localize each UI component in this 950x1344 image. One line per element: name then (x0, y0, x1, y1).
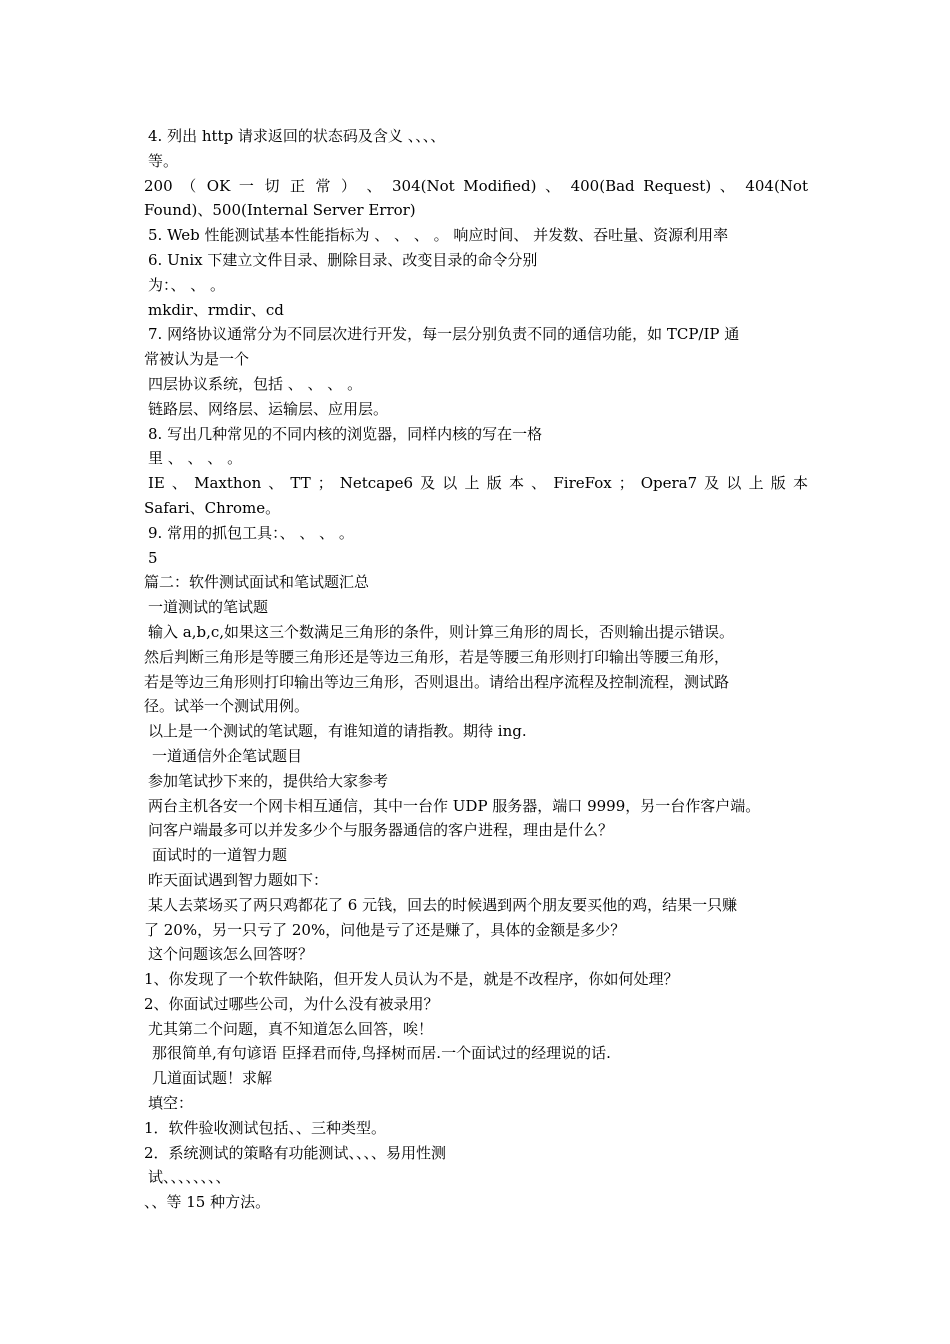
paragraph-line: 这个问题该怎么回答呀？ (148, 945, 314, 964)
subheading-test-question: 一道测试的笔试题 (148, 598, 269, 617)
paragraph-line: 了 20%，另一只亏了 20%，问他是亏了还是赚了，具体的金额是多少？ (144, 920, 626, 939)
list-item: 1、你发现了一个软件缺陷，但开发人员认为不是，就是不改程序，你如何处理？ (144, 970, 679, 989)
question-8-answer-cont: Safari、Chrome。 (144, 498, 281, 517)
question-6-text: 6. Unix 下建立文件目录、删除目录、改变目录的命令分别 (148, 250, 538, 269)
paragraph-line: 尤其第二个问题，真不知道怎么回答，唉！ (148, 1019, 434, 1038)
paragraph-line: 试、、、、、、、、 (148, 1168, 231, 1187)
paragraph-line: 然后判断三角形是等腰三角形还是等边三角形，若是等腰三角形则打印输出等腰三角形， (144, 647, 730, 666)
subheading-interview-questions: 几道面试题！求解 (152, 1069, 273, 1088)
question-7-text: 7. 网络协议通常分为不同层次进行开发，每一层分别负责不同的通信功能，如 TCP/IP 通 (148, 325, 740, 344)
paragraph-line: 以上是一个测试的笔试题，有谁知道的请指教。期待 ing. (148, 722, 527, 741)
document-page (144, 124, 808, 1215)
paragraph-line: 输入 a,b,c,如果这三个数满足三角形的条件，则计算三角形的周长，否则输出提示错误。 (148, 622, 735, 641)
question-8-answer: IE 、 Maxthon 、 TT ； Netcape6 及 以 上 版 本 、 FireFox ； Opera7 及 以 上 版 本 (148, 474, 808, 493)
question-4-text: 4. 列出 http 请求返回的状态码及含义 、、、、 (148, 127, 446, 145)
question-9-text: 9. 常用的抓包工具：、 、 、 。 (148, 523, 354, 542)
section-heading: 篇二：软件测试面试和笔试题汇总 (144, 573, 370, 592)
question-7-cont: 常被认为是一个 (144, 350, 250, 369)
question-7-answer: 链路层、网络层、运输层、应用层。 (148, 399, 389, 418)
question-8-text: 8. 写出几种常见的不同内核的浏览器，同样内核的写在一格 (148, 424, 543, 443)
subheading-puzzle-question: 面试时的一道智力题 (152, 846, 288, 865)
question-4-answer-cont: Found)、500(Internal Server Error) (144, 201, 416, 220)
paragraph-line: 两台主机各安一个网卡相互通信，其中一台作 UDP 服务器，端口 9999，另一台作客户端。 (148, 796, 761, 815)
subheading-telecom-question: 一道通信外企笔试题目 (152, 746, 303, 765)
paragraph-line: 若是等边三角形则打印输出等边三角形，否则退出。请给出程序流程及控制流程，测试路 (144, 672, 730, 691)
question-4-cont: 等。 (148, 151, 179, 170)
question-8-cont: 里 、 、 、 。 (148, 449, 243, 468)
question-6-answer: mkdir、rmdir、cd (148, 300, 284, 319)
paragraph-line: 昨天面试遇到智力题如下： (148, 870, 329, 889)
paragraph-line: 某人去菜场买了两只鸡都花了 6 元钱，回去的时候遇到两个朋友要买他的鸡，结果一只赚 (148, 895, 738, 914)
paragraph-line: 那很简单,有句谚语 臣择君而侍,鸟择树而居.一个面试过的经理说的话. (152, 1044, 611, 1063)
list-item: 2、你面试过哪些公司，为什么没有被录用？ (144, 994, 439, 1013)
paragraph-line: 问客户端最多可以并发多少个与服务器通信的客户进程，理由是什么？ (148, 821, 614, 840)
list-item: 2．系统测试的策略有功能测试、、、、易用性测 (144, 1143, 447, 1162)
question-6-cont: 为：、 、 。 (148, 275, 226, 294)
question-4-answer: 200 （ OK 一 切 正 常 ） 、 304(Not Modified) 、 400(Bad Request) 、 404(Not (144, 176, 808, 195)
paragraph-line: 、、等 15 种方法。 (144, 1193, 271, 1212)
question-5-text: 5. Web 性能测试基本性能指标为 、 、 、 。 响应时间、 并发数、吞吐量、资源利用率 (148, 226, 729, 245)
paragraph-line: 径。试举一个测试用例。 (144, 697, 310, 716)
list-item: 1．软件验收测试包括、、三种类型。 (144, 1118, 387, 1137)
paragraph-line: 填空： (148, 1094, 194, 1113)
page-number: 5 (148, 548, 158, 567)
question-7-cont-2: 四层协议系统，包括 、 、 、 。 (148, 374, 363, 393)
paragraph-line: 参加笔试抄下来的，提供给大家参考 (148, 771, 389, 790)
